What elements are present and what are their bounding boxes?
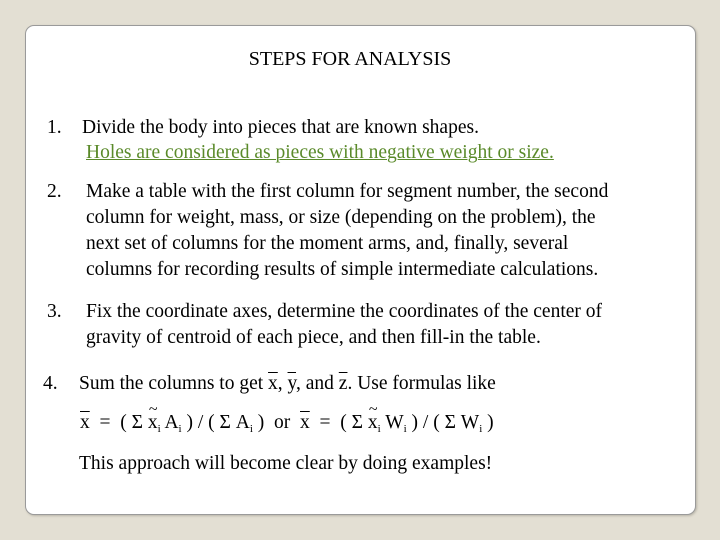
f: or [264,412,301,433]
f: i [377,423,381,435]
step-text: next set of columns for the moment arms, and, finally, several [86,233,569,254]
step-number: 1. [47,117,62,138]
sep: , and [296,373,339,394]
f: ) [482,412,494,433]
centroid-formula [80,412,494,435]
f: ) / ( Σ W [406,412,480,433]
f: i [178,423,182,435]
closing-text [79,452,492,476]
closing-line: This approach will become clear by doing examples! [79,453,493,474]
z-bar: $\overline{z}$ [338,373,348,394]
step-text: Make a table with the first column for segment number, the second [86,181,609,202]
f: = ( Σ [309,412,368,433]
x-bar: $\overline{x}$ [268,373,278,394]
step-text: Fix the coordinate axes, determine the coordinates of the center of [86,301,603,322]
step-tail: . Use formulas like [347,373,496,394]
step-text: gravity of centroid of each piece, and then fill-in the table. [86,327,541,348]
title-text: STEPS FOR ANALYSIS [248,48,452,70]
f: = ( Σ [89,412,148,433]
x-bar: $\overline{x}$ [80,412,90,433]
step-text [79,372,496,396]
sep: , [277,373,288,394]
step-text: columns for recording results of simple intermediate calculations. [86,259,599,280]
f: ) [252,412,265,433]
f: i [403,423,407,435]
f: i [157,423,161,435]
step-number: 4. [43,373,58,394]
x-bar: $\overline{x}$ [300,412,310,433]
step-number: 3. [47,301,62,322]
x-tilde: ~ x [148,412,158,434]
step-number: 2. [47,181,62,202]
step-lead: Sum the columns to get [79,373,269,394]
step-text: column for weight, mass, or size (depending on the problem), the [86,207,596,228]
step-text: Divide the body into pieces that are known shapes. [82,117,479,138]
f: i [479,423,483,435]
x-tilde: ~ x [368,412,378,434]
step-note-holes: Holes are considered as pieces with negative weight or size. [86,142,554,163]
f: i [249,423,253,435]
f: W [380,412,404,433]
f: A [160,412,179,433]
f: ) / ( Σ A [181,412,250,433]
slide-title [0,48,720,71]
y-bar: $\overline{y}$ [287,373,297,394]
